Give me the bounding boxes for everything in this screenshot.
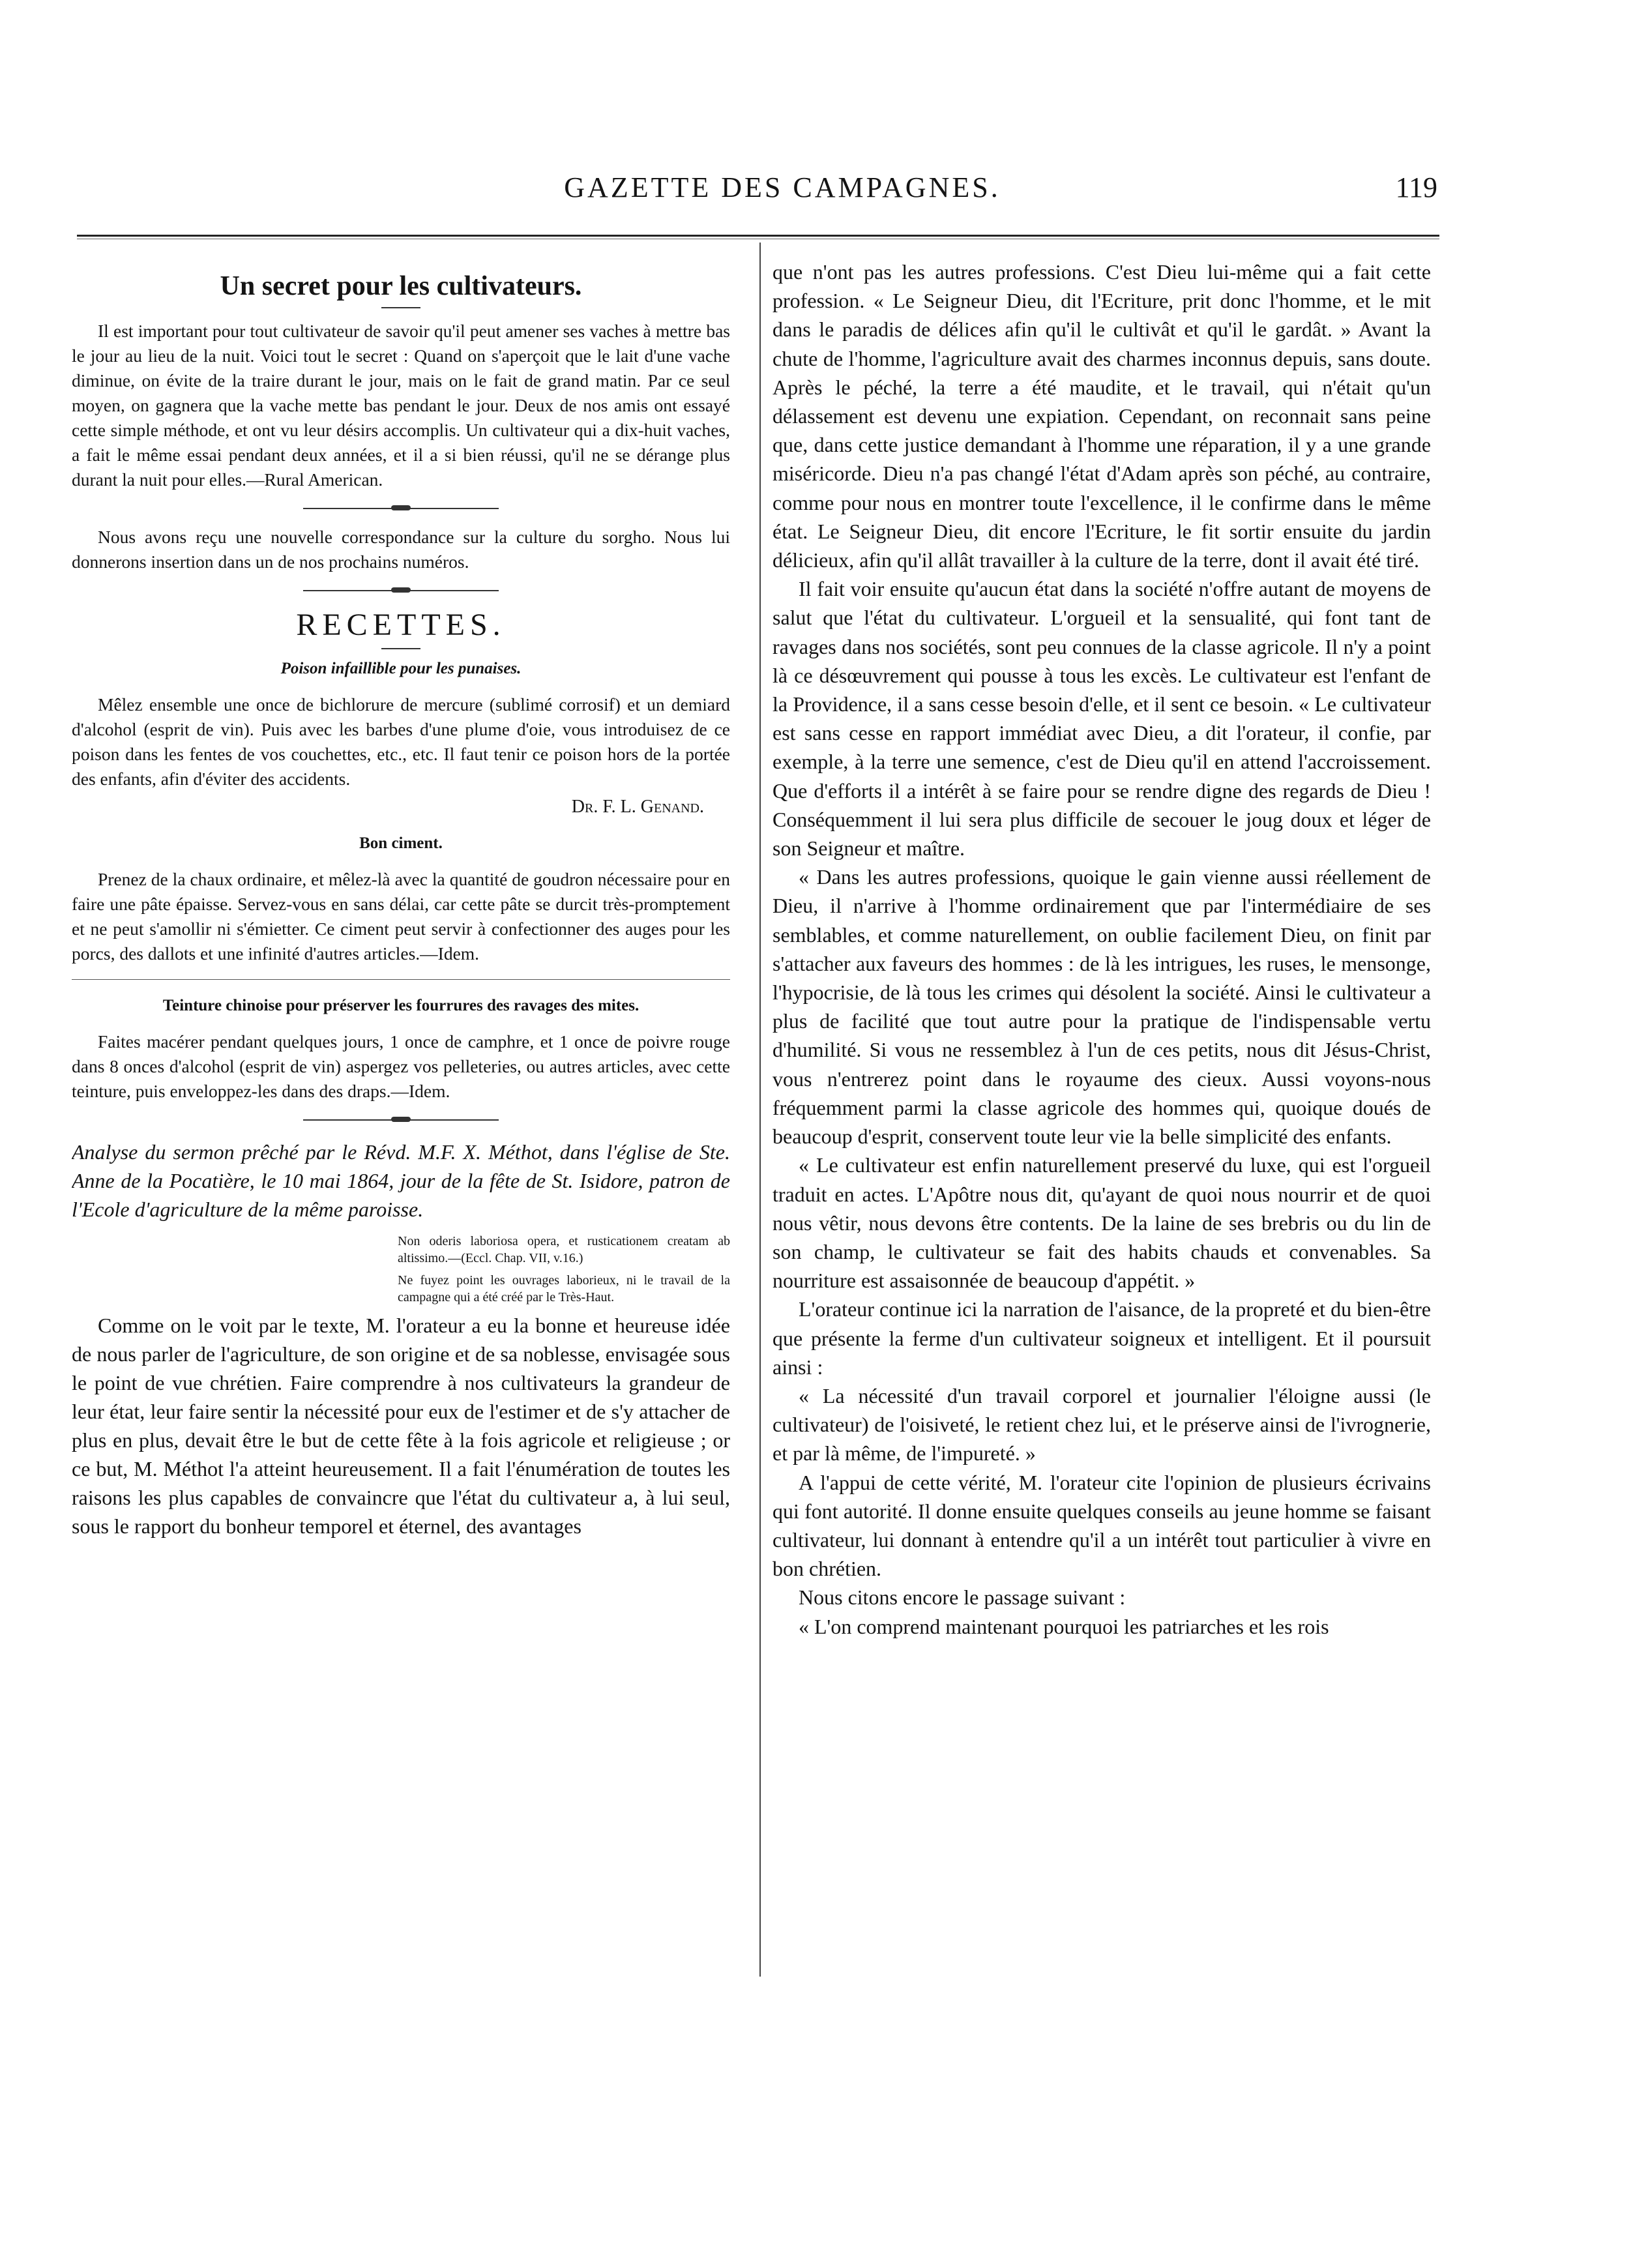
left-column xyxy=(72,258,730,1992)
sermon-body: Comme on le voit par le texte, M. l'orateur a eu la bonne et heureuse idée de nous parler de l'agriculture, de son origine et de sa noblesse, envisagée sous le point de vue chrétien. Faire comprendre à nos cultivateurs la grandeur de leur état, leur faire sentir la nécessité pour eux de l'estimer et de s'y attacher de plus en plus, devait être le but de cette fête à la fois agricole et religieuse ; or ce but, M. Méthot l'a atteint heureusement. Il a fait l'énumération de toutes les raisons les plus capables de convaincre que l'état du cultivateur a, à lui seul, sous le rapport du bonheur temporel et éternel, des avantages xyxy=(72,1314,730,1538)
divider xyxy=(72,979,730,980)
paragraph: A l'appui de cette vérité, M. l'orateur cite l'opinion de plusieurs écrivains qui font autorité. Il donne ensuite quelques conseils au jeune homme se faisant cultivateur, lui donnant à entendre qu'il a un intérêt tout particulier à vivre en bon chrétien. xyxy=(772,1470,1431,1581)
article-body: Il est important pour tout cultivateur de savoir qu'il peut amener ses vaches à mettre bas le jour au lieu de la nuit. Voici tout le secret : Quand on s'aperçoit que le lait d'une vache diminue, on évite de la traire durant le jour, mais on le fait de grand matin. Par ce seul moyen, on gagnera que la vache mette bas pendant le jour. Deux de nos amis ont essayé cette simple méthode, et ont vu leur désirs accomplis. Un cultivateur qui a dix-huit vaches, a fait le même essai pendant deux années, et il a si bien réussi, qu'il ne se dérange plus durant la nuit pour elles.—Rural American. xyxy=(72,321,730,490)
epigraph-french: Ne fuyez point les ouvrages laborieux, ni le travail de la campagne qui a été créé par le Très-Haut. xyxy=(398,1273,730,1304)
section-separator xyxy=(303,1119,499,1121)
paragraph: « L'on comprend maintenant pourquoi les patriarches et les rois xyxy=(799,1614,1329,1638)
section-separator xyxy=(303,590,499,591)
paragraph: L'orateur continue ici la narration de l'aisance, de la propreté et du bien-être que présente la ferme d'un cultivateur soigneux et intelligent. Et il poursuit ainsi : xyxy=(772,1297,1431,1379)
right-column xyxy=(772,258,1431,1992)
recipe-signature: Dr. F. L. Genand. xyxy=(571,797,704,817)
paragraph: « Dans les autres professions, quoique le gain vienne aussi réellement de Dieu, il n'arrive à l'homme ordinairement que par l'intermédiaire de ses semblables, et comme naturellement, on oublie facilement Dieu, on finit par s'attacher aux faveurs des hommes : de là les intrigues, les ruses, le mensonge, l'hypocrisie, de là tous les crimes qui désolent la société. Ainsi le cultivateur a plus de facilité que tout autre pour la pratique de l'indispensable vertu d'humilité. Si vous ne ressemblez à l'un de ces petits, nous dit Jésus-Christ, vous n'entrerez point dans le royaume des cieux. Aussi voyons-nous fréquemment parmi la classe agricole des hommes qui, quoique doués de beaucoup d'esprit, conservent toute leur vie la belle simplicité des enfants. xyxy=(772,865,1431,1149)
recipes-heading: RECETTES. xyxy=(296,608,506,642)
notice-text: Nous avons reçu une nouvelle correspondance sur la culture du sorgho. Nous lui donnerons insertion dans un de nos prochains numéros. xyxy=(72,527,730,572)
page-number: 119 xyxy=(1395,171,1437,203)
article-title: Un secret pour les cultivateurs. xyxy=(220,271,582,301)
paragraph: Nous citons encore le passage suivant : xyxy=(799,1585,1126,1610)
column-divider xyxy=(759,243,761,1977)
paragraph: « La nécessité d'un travail corporel et journalier l'éloigne aussi (le cultivateur) de l'oisiveté, le retient chez lui, et le préserve ainsi de l'ivrognerie, et par là même, de l'impureté. » xyxy=(772,1383,1431,1465)
running-title: GAZETTE DES CAMPAGNES. xyxy=(564,171,1001,203)
title-rule xyxy=(381,648,420,649)
header-rule xyxy=(77,235,1439,239)
recipe-title: Bon ciment. xyxy=(359,834,443,852)
recipe-body: Prenez de la chaux ordinaire, et mêlez-là avec la quantité de goudron nécessaire pour en faire une pâte épaisse. Servez-vous en sans délai, car cette pâte se durcit très-promptement et ne peut s'amollir ni s'émietter. Ce ciment peut servir à confectionner des auges pour les porcs, des dallots et une infinité d'autres articles.—Idem. xyxy=(72,869,730,964)
recipe-body: Faites macérer pendant quelques jours, 1 once de camphre, et 1 once de poivre rouge dans 8 onces d'alcohol (esprit de vin) aspergez vos pelleteries, ou autres articles, avec cette teinture, puis enveloppez-les dans des draps.—Idem. xyxy=(72,1031,730,1101)
paragraph: que n'ont pas les autres professions. C'est Dieu lui-même qui a fait cette profession. « Le Seigneur Dieu, dit l'Ecriture, prit donc l'homme, et le mit dans le paradis de délices afin qu'il le cultivât et qu'il le gardât. » Avant la chute de l'homme, l'agriculture avait des charmes inconnus depuis, sans doute. Après le péché, la terre a été maudite, et le travail, qui n'était qu'un délassement est devenu une expiation. Cependant, on reconnait sans peine que, dans cette justice demandant à l'homme une réparation, il y a une grande miséricorde. Dieu n'a pas changé l'état d'Adam après son péché, au contraire, comme pour nous en montrer toute l'excellence, il le confirme dans le même état. Le Seigneur Dieu, dit encore l'Ecriture, le fit sortir ensuite du jardin délicieux, afin qu'il allât travailler à la culture de la terre, dont il avait été tiré. xyxy=(772,260,1431,572)
sermon-title: Analyse du sermon prêché par le Révd. M.F. X. Méthot, dans l'église de Ste. Anne de la Pocatière, le 10 mai 1864, jour de la fête de St. Isidore, patron de l'Ecole d'agriculture de la même paroisse. xyxy=(72,1140,730,1221)
recipe-title: Teinture chinoise pour préserver les fourrures des ravages des mites. xyxy=(162,997,640,1014)
paragraph: « Le cultivateur est enfin naturellement preservé du luxe, qui est l'orgueil traduit en actes. L'Apôtre nous dit, qu'ayant de quoi nous nourrir et de quoi nous vêtir, nous devons être contents. De la laine de ses brebris ou du lin de son champ, le cultivateur se fait des habits chauds et convenables. Sa nourriture est assaisonnée de beaucoup d'appétit. » xyxy=(772,1153,1431,1293)
title-rule xyxy=(381,307,420,308)
section-separator xyxy=(303,508,499,509)
recipe-body: Mêlez ensemble une once de bichlorure de mercure (sublimé corrosif) et un demiard d'alcohol (esprit de vin). Puis avec les barbes d'une plume d'oie, vous introduisez de ce poison dans les fentes de vos couchettes, etc., etc. Il faut tenir ce poison hors de la portée des enfants, afin d'éviter des accidents. xyxy=(72,694,730,789)
epigraph-latin: Non oderis laboriosa opera, et rusticationem creatam ab altissimo.—(Eccl. Chap. VII, v.16.) xyxy=(398,1234,730,1265)
recipe-title: Poison infaillible pour les punaises. xyxy=(280,660,522,677)
paragraph: Il fait voir ensuite qu'aucun état dans la société n'offre autant de moyens de salut que l'état du cultivateur. L'orgueil et la sensualité, qui font tant de ravages dans nos sociétés, sont peu connues de la classe agricole. Il n'y a point là ce désœuvrement qui pousse à tous les excès. Le cultivateur est l'enfant de la Providence, il a sans cesse besoin d'elle, et il sent ce besoin. « Le cultivateur est sans cesse en rapport immédiat avec Dieu, a dit l'orateur, il confie, par exemple, à la terre une semence, c'est de Dieu qu'il en attend l'accroissement. Que d'efforts il a intérêt à se faire pour se rendre digne des regards de Dieu ! Conséquemment il lui sera plus difficile de secouer le joug doux et léger de son Seigneur et maître. xyxy=(772,577,1431,861)
page-header xyxy=(85,171,1437,210)
